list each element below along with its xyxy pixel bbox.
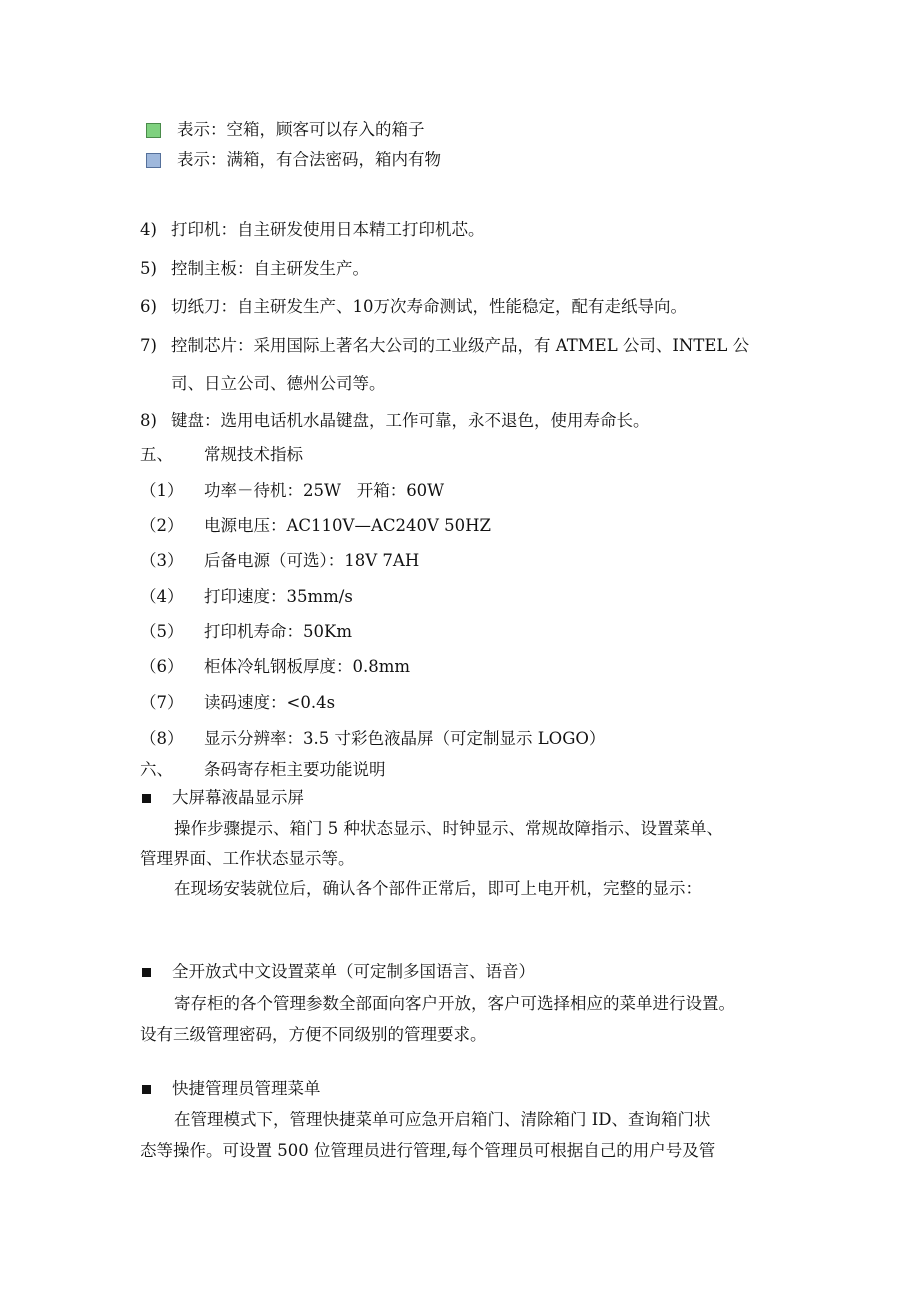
list-item-text: 键盘：选用电话机水晶键盘，工作可靠，永不退色，使用寿命长。 <box>171 411 650 430</box>
section-6-heading: 条码寄存柜主要功能说明 <box>204 760 386 779</box>
list-item-number: 8) <box>140 411 157 430</box>
section-6-number: 六、 <box>140 760 173 779</box>
spec-text: 电源电压：AC110V—AC240V 50HZ <box>204 516 491 535</box>
spec-text: 打印速度：35mm/s <box>204 587 353 606</box>
spec-number: （7） <box>140 693 184 712</box>
list-item-number: 4) <box>140 220 157 239</box>
full-box-legend-text: 表示：满箱，有合法密码，箱内有物 <box>177 150 441 169</box>
feature-paragraph: 管理界面、工作状态显示等。 <box>140 849 355 868</box>
spec-number: （8） <box>140 729 184 748</box>
feature-paragraph: 在现场安装就位后，确认各个部件正常后，即可上电开机，完整的显示： <box>174 879 702 898</box>
section-5-heading: 常规技术指标 <box>204 445 303 464</box>
feature-paragraph: 寄存柜的各个管理参数全部面向客户开放，客户可选择相应的菜单进行设置。 <box>174 994 735 1013</box>
spec-number: （1） <box>140 481 184 500</box>
square-bullet-icon <box>142 1085 151 1094</box>
spec-number: （6） <box>140 657 184 676</box>
feature-title: 全开放式中文设置菜单（可定制多国语言、语音） <box>172 962 535 981</box>
spec-text: 柜体冷轧钢板厚度：0.8mm <box>204 657 411 676</box>
feature-paragraph: 操作步骤提示、箱门 5 种状态显示、时钟显示、常规故障指示、设置菜单、 <box>174 819 723 838</box>
section-5-number: 五、 <box>140 445 173 464</box>
spec-text: 显示分辨率：3.5 寸彩色液晶屏（可定制显示 LOGO） <box>204 729 606 748</box>
list-item-number: 7) <box>140 336 157 355</box>
spec-number: （5） <box>140 622 184 641</box>
empty-box-legend-text: 表示：空箱，顾客可以存入的箱子 <box>177 120 425 139</box>
list-item-text: 控制芯片：采用国际上著名大公司的工业级产品，有 ATMEL 公司、INTEL 公 <box>171 336 750 355</box>
spec-number: （4） <box>140 587 184 606</box>
square-bullet-icon <box>142 968 151 977</box>
list-item-number: 5) <box>140 259 157 278</box>
spec-text: 后备电源（可选）：18V 7AH <box>204 551 420 570</box>
spec-text: 读码速度：<0.4s <box>204 693 336 712</box>
full-box-legend-swatch <box>146 153 161 168</box>
list-item-text: 控制主板：自主研发生产。 <box>171 259 369 278</box>
list-item-text: 切纸刀：自主研发生产、10万次寿命测试，性能稳定，配有走纸导向。 <box>171 297 687 316</box>
feature-title: 快捷管理员管理菜单 <box>172 1079 321 1098</box>
feature-paragraph: 态等操作。可设置 500 位管理员进行管理,每个管理员可根据自己的用户号及管 <box>140 1141 716 1160</box>
spec-number: （2） <box>140 516 184 535</box>
spec-number: （3） <box>140 551 184 570</box>
list-item-text-continuation: 司、日立公司、德州公司等。 <box>171 374 386 393</box>
feature-paragraph: 在管理模式下，管理快捷菜单可应急开启箱门、清除箱门 ID、查询箱门状 <box>174 1110 711 1129</box>
spec-text: 功率－待机：25W 开箱：60W <box>204 481 445 500</box>
list-item-text: 打印机：自主研发使用日本精工打印机芯。 <box>171 220 485 239</box>
list-item-number: 6) <box>140 297 157 316</box>
spec-text: 打印机寿命：50Km <box>204 622 352 641</box>
feature-title: 大屏幕液晶显示屏 <box>172 788 304 807</box>
square-bullet-icon <box>142 794 151 803</box>
feature-paragraph: 设有三级管理密码，方便不同级别的管理要求。 <box>140 1025 487 1044</box>
empty-box-legend-swatch <box>146 123 161 138</box>
